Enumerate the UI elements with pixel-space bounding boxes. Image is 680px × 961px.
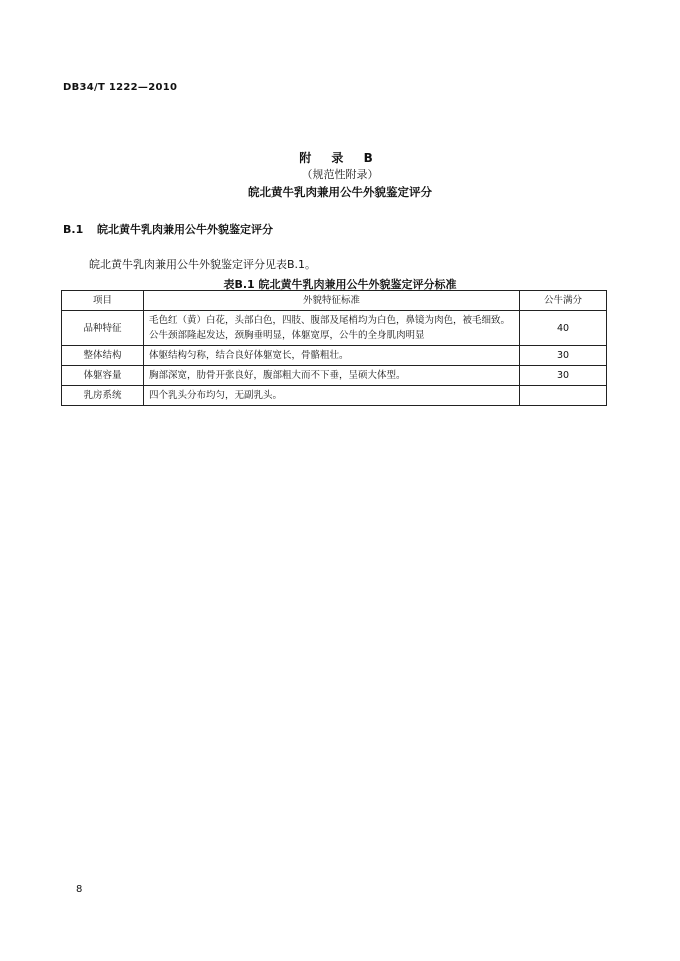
row-standard: 四个乳头分布均匀，无副乳头。	[144, 386, 520, 406]
header-standard: 外貌特征标准	[144, 291, 520, 311]
appendix-title: 附 录 B	[299, 151, 381, 165]
header-item: 项目	[62, 291, 144, 311]
row-item: 整体结构	[62, 346, 144, 366]
row-standard: 体躯结构匀称，结合良好体躯宽长，骨骼粗壮。	[144, 346, 520, 366]
appendix-name: 皖北黄牛乳肉兼用公牛外貌鉴定评分	[248, 185, 432, 199]
row-item: 品种特征	[62, 311, 144, 346]
row-score: 30	[520, 366, 607, 386]
table-row	[62, 346, 607, 366]
header-score: 公牛满分	[520, 291, 607, 311]
appendix-subtitle: （规范性附录）	[301, 168, 379, 181]
row-score: 30	[520, 346, 607, 366]
appraisal-table	[61, 290, 607, 406]
document-code: DB34/T 1222—2010	[63, 82, 178, 93]
body-paragraph: 皖北黄牛乳肉兼用公牛外貌鉴定评分见表B.1。	[89, 258, 317, 271]
page-number: 8	[76, 884, 83, 895]
table-row	[62, 386, 607, 406]
row-score: 40	[520, 311, 607, 346]
table-header-row	[62, 291, 607, 311]
table-row	[62, 311, 607, 346]
section-number: B.1	[63, 223, 84, 236]
section-title: 皖北黄牛乳肉兼用公牛外貌鉴定评分	[97, 223, 273, 236]
section-heading	[63, 221, 273, 237]
table-row	[62, 366, 607, 386]
table-caption: 表B.1 皖北黄牛乳肉兼用公牛外貌鉴定评分标准	[223, 278, 457, 291]
row-item: 乳房系统	[62, 386, 144, 406]
row-item: 体躯容量	[62, 366, 144, 386]
row-standard: 毛色红（黄）白花，头部白色，四肢、腹部及尾梢均为白色，鼻镜为肉色，被毛细致。公牛颈部隆起发达，颈胸垂明显，体躯宽厚，公牛的全身肌肉明显	[144, 311, 520, 346]
row-score	[520, 386, 607, 406]
row-standard: 胸部深宽，肋骨开张良好，腹部粗大而不下垂，呈硕大体型。	[144, 366, 520, 386]
